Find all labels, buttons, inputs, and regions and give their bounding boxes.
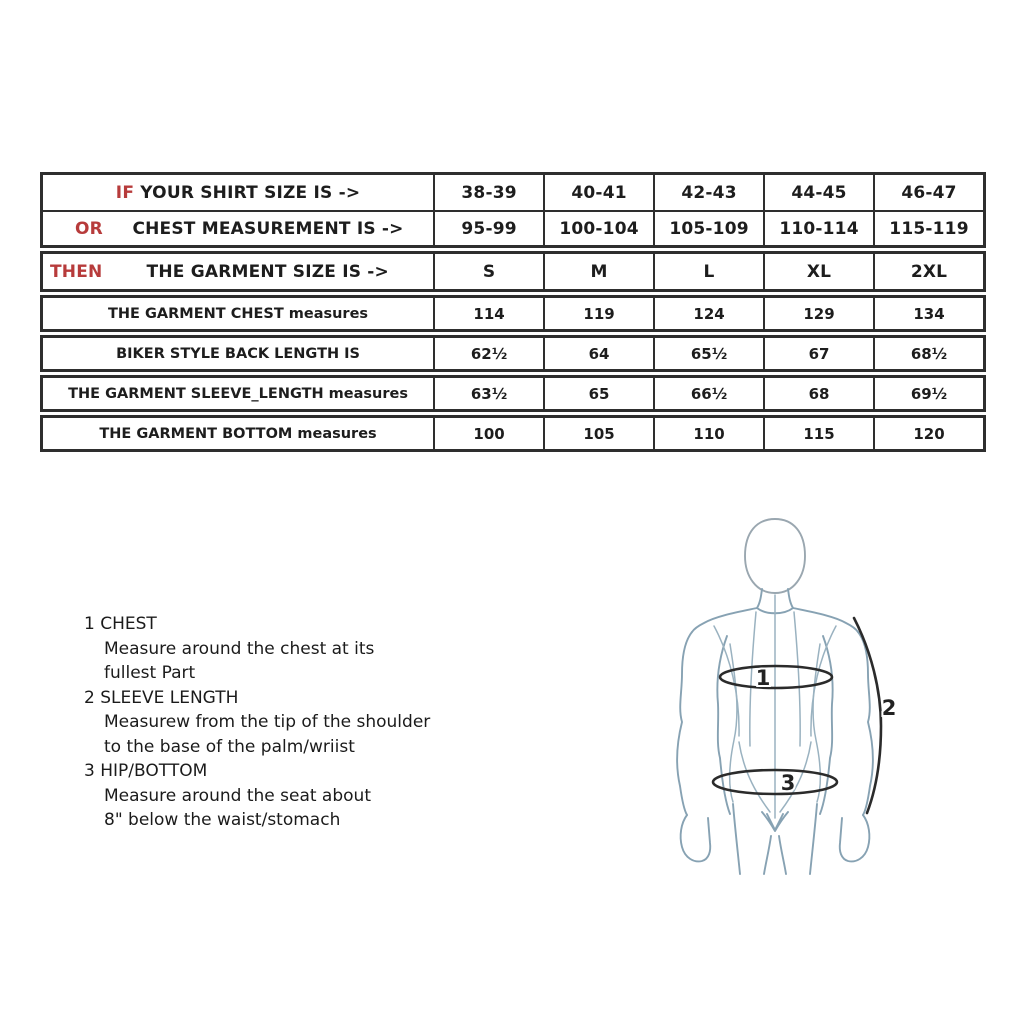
size-value-cell: 110 [653,418,763,449]
size-value-cell: 63½ [433,378,543,409]
row-keyword: OR [75,218,103,239]
table-row-group-chest [40,295,986,332]
figure-right-hand [840,815,870,861]
instruction-line: to the base of the palm/wriist [104,736,355,757]
measurement-instructions [84,612,514,833]
instruction-line: Measure around the chest at its [104,638,375,659]
table-row-group-bottom [40,415,986,452]
size-value-cell: 115 [763,418,873,449]
size-value-cell: 2XL [873,254,983,289]
instruction-line: Measure around the seat about [104,785,371,806]
table-row-sleeve-length [43,378,983,409]
row-label-cell [43,298,433,329]
size-value-cell: 65½ [653,338,763,369]
row-label: THE GARMENT BOTTOM measures [99,425,377,442]
row-label-cell [43,175,433,210]
size-value-cell: 105-109 [653,212,763,245]
hip-measure-label: 3 [780,771,796,795]
instruction-heading: 1 CHEST [84,614,157,634]
row-label: THE GARMENT CHEST measures [108,305,369,322]
size-value-cell: 110-114 [763,212,873,245]
size-value-cell: 95-99 [433,212,543,245]
size-value-cell: 62½ [433,338,543,369]
figure-head [745,519,805,593]
chest-measure-label: 1 [755,666,771,690]
size-value-cell: 105 [543,418,653,449]
row-keyword: THEN [50,261,103,282]
size-value-cell: 40-41 [543,175,653,210]
figure-left-hand [681,815,711,861]
instruction-item [84,612,514,686]
size-value-cell: 68½ [873,338,983,369]
instruction-item [84,686,514,760]
table-row-shirt-size [43,175,983,210]
figure-left-arm [677,632,692,815]
size-value-cell: 119 [543,298,653,329]
size-value-cell: 129 [763,298,873,329]
size-value-cell: M [543,254,653,289]
size-value-cell: 120 [873,418,983,449]
size-value-cell: 114 [433,298,543,329]
size-value-cell: 44-45 [763,175,873,210]
size-value-cell: L [653,254,763,289]
size-table [40,172,986,452]
size-value-cell: 67 [763,338,873,369]
table-row-group-if-or [40,172,986,248]
row-label: CHEST MEASUREMENT IS -> [132,218,404,239]
table-row-back-length [43,338,983,369]
size-value-cell: 46-47 [873,175,983,210]
size-value-cell: 38-39 [433,175,543,210]
size-value-cell: XL [763,254,873,289]
row-label-cell [43,212,433,245]
table-row-group-back-length [40,335,986,372]
table-row-garment-size [43,254,983,289]
size-value-cell: 66½ [653,378,763,409]
instruction-heading: 2 SLEEVE LENGTH [84,687,239,708]
size-value-cell: 124 [653,298,763,329]
table-row-bottom [43,418,983,449]
instruction-line: fullest Part [104,663,196,683]
instruction-line: 8" below the waist/stomach [104,810,341,830]
size-value-cell: 134 [873,298,983,329]
table-row-group-then [40,251,986,292]
size-value-cell: 100-104 [543,212,653,245]
sleeve-measure-arc [854,618,881,813]
table-row-group-sleeve-length [40,375,986,412]
row-label: THE GARMENT SLEEVE_LENGTH measures [68,385,408,402]
row-label-cell [43,254,433,289]
table-row-chest-measurement [43,210,983,245]
row-label: THE GARMENT SIZE IS -> [146,261,389,282]
size-value-cell: 69½ [873,378,983,409]
size-value-cell: S [433,254,543,289]
body-measurement-diagram [642,496,942,886]
instruction-line: Measurew from the tip of the shoulder [104,712,431,732]
size-value-cell: 100 [433,418,543,449]
size-value-cell: 64 [543,338,653,369]
sleeve-measure-label: 2 [881,696,897,720]
row-label-cell [43,418,433,449]
table-row-garment-chest [43,298,983,329]
row-keyword: IF [115,182,135,203]
size-value-cell: 65 [543,378,653,409]
row-label-cell [43,378,433,409]
size-value-cell: 68 [763,378,873,409]
row-label-cell [43,338,433,369]
row-label: BIKER STYLE BACK LENGTH IS [116,345,360,362]
row-label: IF YOUR SHIRT SIZE IS -> [115,182,361,203]
size-value-cell: 42-43 [653,175,763,210]
instruction-heading: 3 HIP/BOTTOM [84,761,208,781]
size-value-cell: 115-119 [873,212,983,245]
instruction-item [84,759,514,833]
